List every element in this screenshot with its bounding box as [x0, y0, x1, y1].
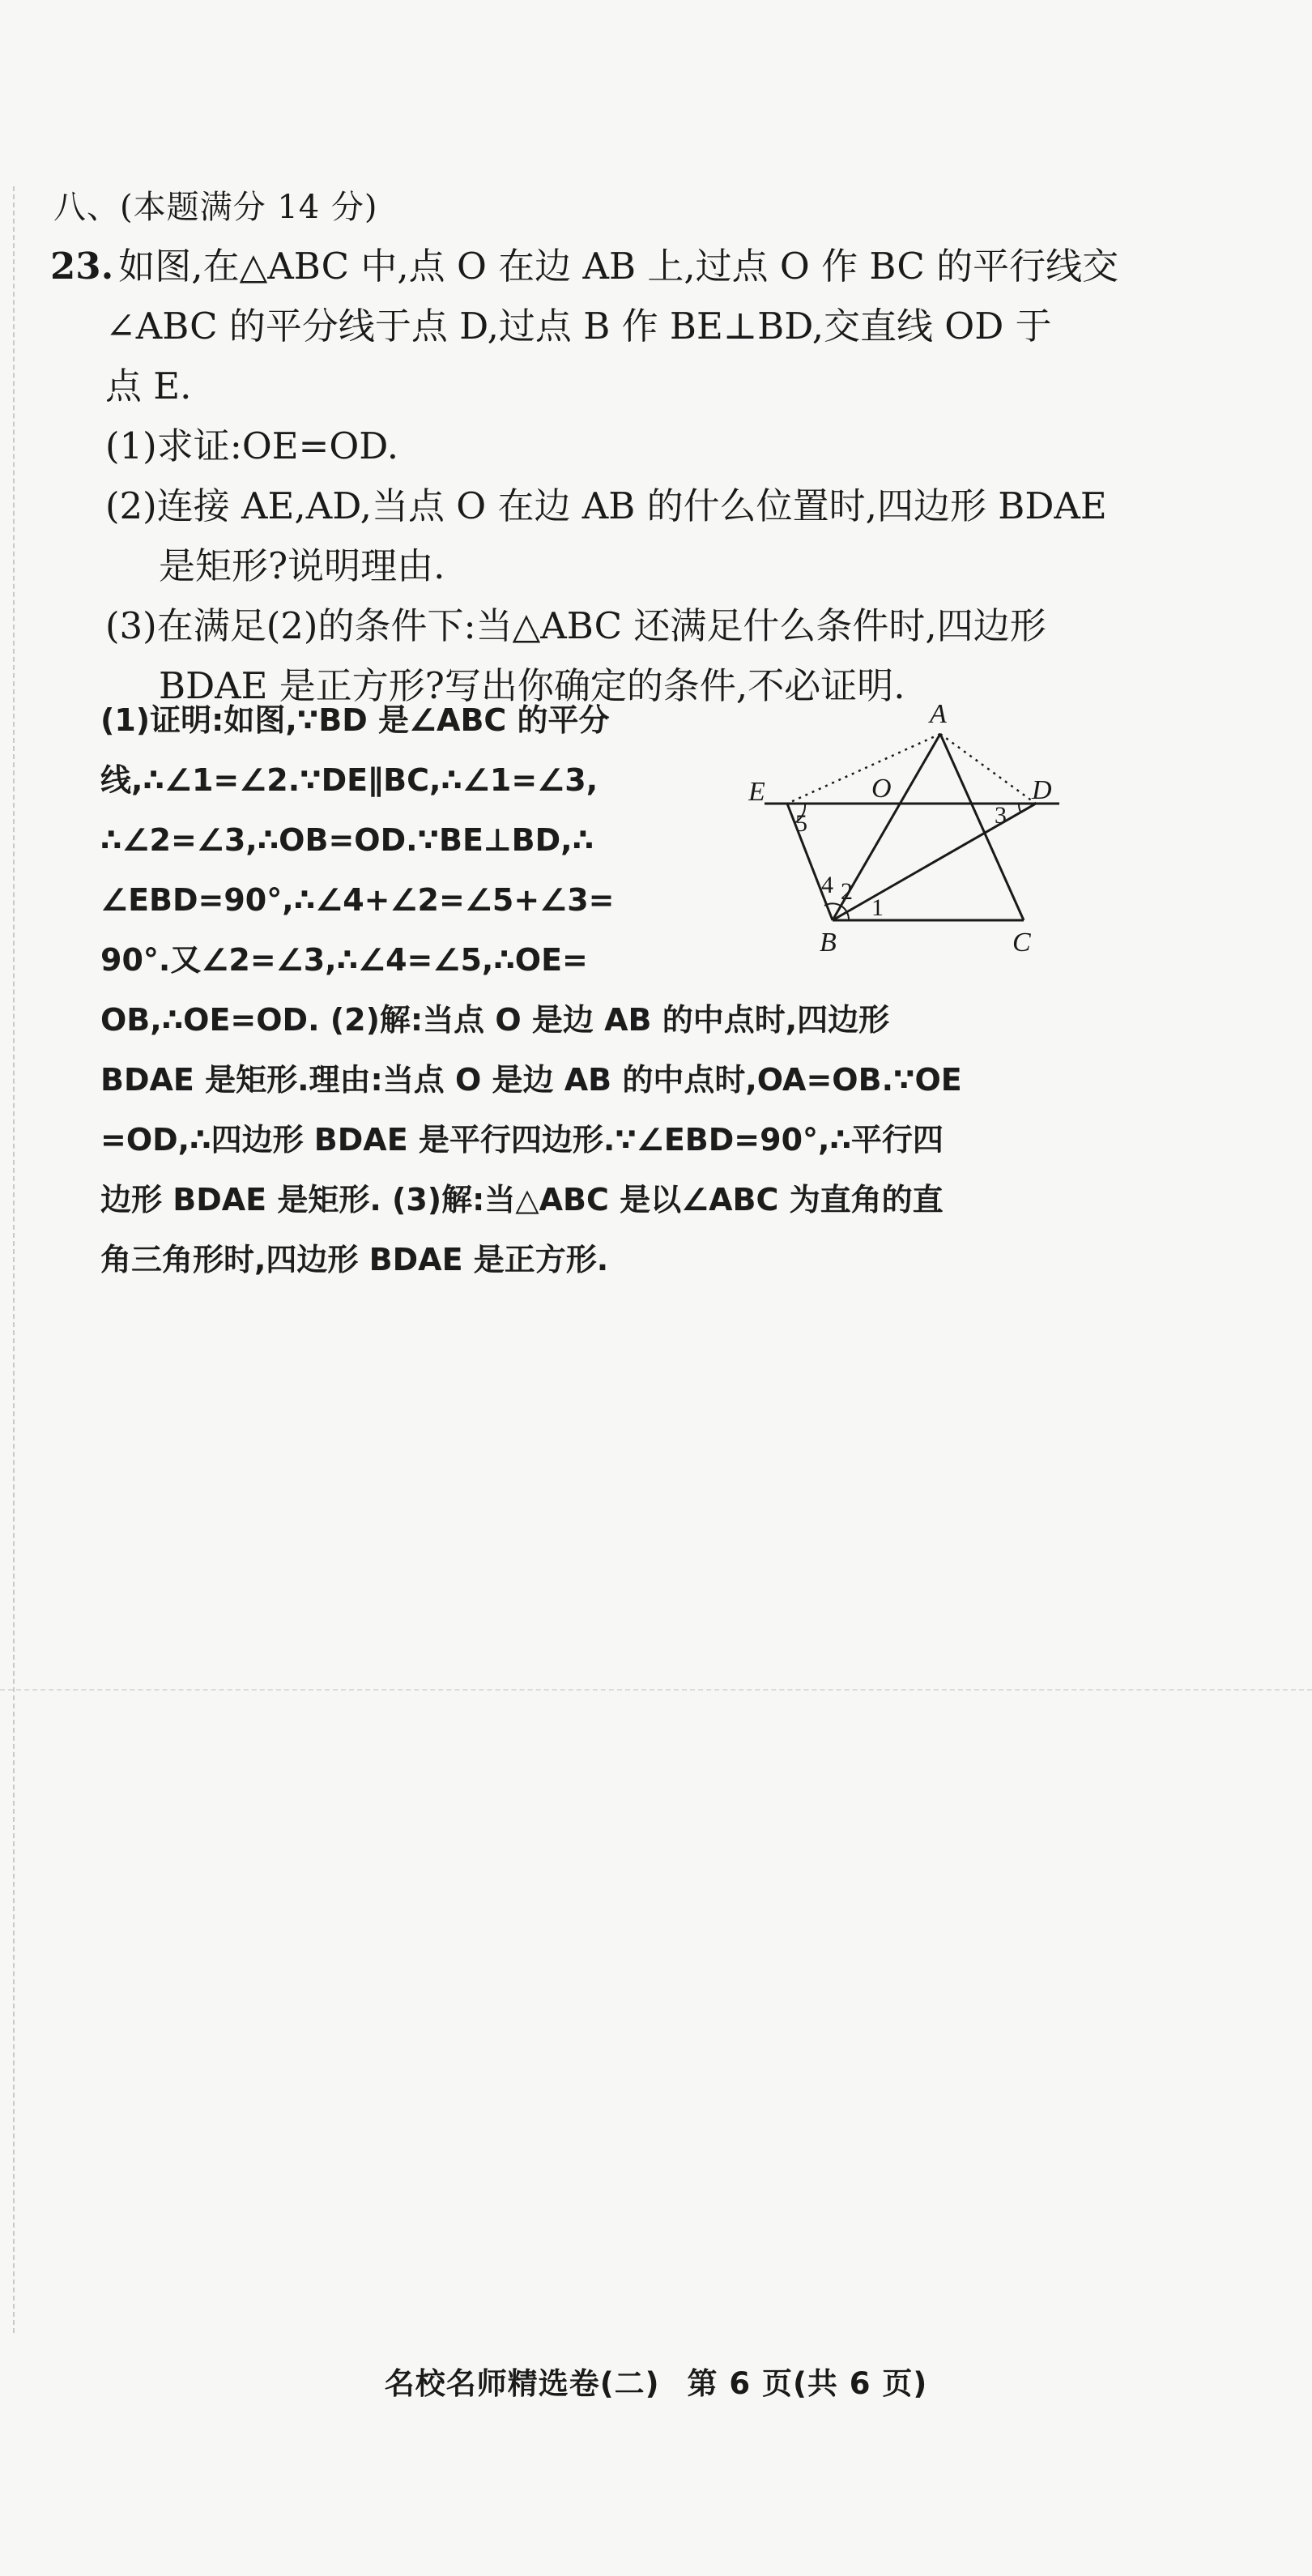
point-label-O: O — [871, 774, 892, 804]
page-footer — [0, 2359, 1312, 2403]
angle-label-1: 1 — [871, 894, 884, 921]
point-label-C: C — [1012, 928, 1031, 957]
point-label-E: E — [748, 777, 765, 807]
answer-line: =OD,∴四边形 BDAE 是平行四边形.∵∠EBD=90°,∴平行四 — [100, 1122, 944, 1158]
question-line: ∠ABC 的平分线于点 D,过点 B 作 BE⊥BD,交直线 OD 于 — [105, 305, 1052, 348]
question-line: 23. 如图,在△ABC 中,点 O 在边 AB 上,过点 O 作 BC 的平行线交 — [50, 245, 1119, 288]
question-part-3: (3)在满足(2)的条件下:当△ABC 还满足什么条件时,四边形 — [105, 604, 1046, 647]
footer-book-title: 名校名师精选卷(二) — [384, 2366, 660, 2401]
point-label-D: D — [1032, 775, 1052, 805]
answer-line: ∠EBD=90°,∴∠4+∠2=∠5+∠3= — [100, 882, 615, 918]
answer-line: 90°.又∠2=∠3,∴∠4=∠5,∴OE= — [100, 942, 588, 978]
angle-label-5: 5 — [795, 810, 807, 837]
question-line: 点 E. — [105, 365, 192, 407]
question-part-2: (2)连接 AE,AD,当点 O 在边 AB 的什么位置时,四边形 BDAE — [105, 484, 1107, 527]
segment-AC — [940, 734, 1024, 920]
answer-line: 角三角形时,四边形 BDAE 是正方形. — [100, 1242, 609, 1277]
answer-line: BDAE 是矩形.理由:当点 O 是边 AB 的中点时,OA=OB.∵OE — [100, 1062, 962, 1098]
segment-BE — [787, 804, 833, 920]
margin-rule — [13, 186, 15, 2333]
question-part-2-cont: 是矩形?说明理由. — [159, 544, 445, 587]
answer-line: 边形 BDAE 是矩形. (3)解:当△ABC 是以∠ABC 为直角的直 — [100, 1182, 944, 1218]
point-label-B: B — [820, 928, 837, 957]
answer-line: OB,∴OE=OD. (2)解:当点 O 是边 AB 的中点时,四边形 — [100, 1002, 890, 1038]
geometry-figure — [748, 695, 1080, 975]
answer-line: 线,∴∠1=∠2.∵DE∥BC,∴∠1=∠3, — [100, 762, 598, 798]
question-part-1: (1)求证:OE=OD. — [105, 424, 399, 467]
angle-label-4: 4 — [821, 872, 833, 898]
answer-line: (1)证明:如图,∵BD 是∠ABC 的平分 — [100, 702, 610, 738]
section-title: 八、(本题满分 14 分) — [53, 189, 378, 226]
angle-label-3: 3 — [995, 802, 1007, 829]
question-part-3-cont: BDAE 是正方形?写出你确定的条件,不必证明. — [159, 664, 905, 707]
dotted-AE — [787, 734, 940, 804]
question-number: 23. — [50, 245, 114, 288]
point-label-A: A — [930, 699, 947, 729]
angle-label-2: 2 — [841, 878, 853, 905]
answer-line: ∴∠2=∠3,∴OB=OD.∵BE⊥BD,∴ — [100, 822, 594, 858]
footer-page-number: 第 6 页(共 6 页) — [687, 2366, 928, 2401]
question-23 — [50, 237, 1119, 716]
page-fold-line — [0, 1689, 1312, 1691]
